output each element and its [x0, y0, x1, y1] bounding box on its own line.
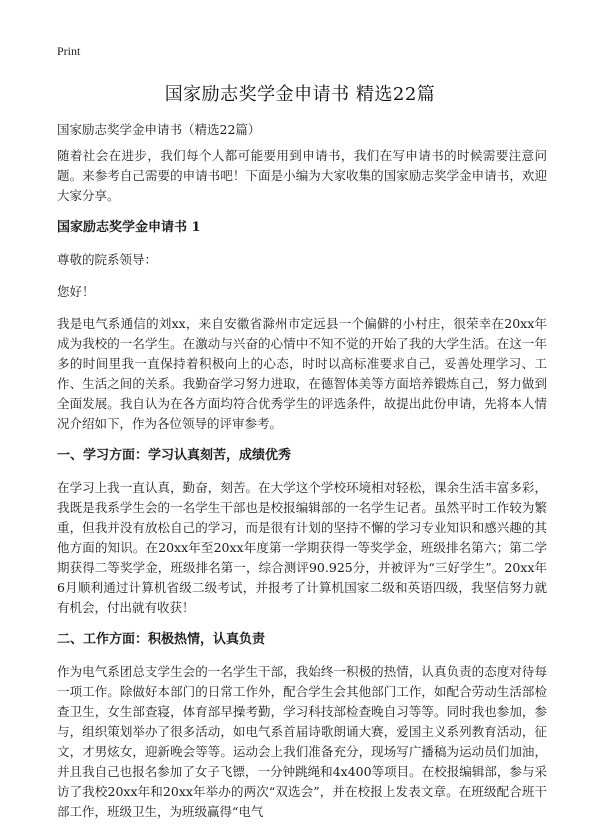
page-title: 国家励志奖学金申请书 精选22篇: [164, 84, 436, 105]
salutation: 尊敬的院系领导：: [57, 252, 158, 267]
work-paragraph: 作为电气系团总支学生会的一名学生干部，我始终一积极的热情，认真负责的态度对待每一项工作。除做好本部门的日常工作外，配合学生会其他部门工作，如配合劳动生活部检查卫生，女生部查寝，体育部早操考勤，学习科技部检查晚自习等等。同时我也参加，参与，组织策划举办了很多活动，如电气系首届诗歌朗诵大赛，爱国主义系列教育活动，征文，才男炫女，迎新晚会等等。运动会上我们准备充分，现场写广播稿为运动员们加油，并且我自己也报名参加了女子飞镖，一分钟跳绳和4x400等项目。在校报编辑部，参与采访了我校20xx年和20xx年举办的两次“双选会”，并在校报上发表文章。在班级配合班干部工作，班级卫生，为班级赢得“电气: [57, 664, 547, 819]
document-body: [57, 120, 547, 822]
self-introduction-paragraph: 我是电气系通信的刘xx，来自安徽省滁州市定远县一个偏僻的小村庄，很荣幸在20xx年成为我校的一名学生。在激动与兴奋的心情中不知不觉的开始了我的大学生活。在这一年多的时间里我一直保持着积极向上的心态，时时以高标准要求自己，妥善处理学习、工作、生活之间的关系。我勤奋学习努力进取，在德智体美等方面培养锻炼自己，努力做到全面发展。我自认为在各方面均符合优秀学生的评选条件，故提出此份申请，先将本人情况介绍如下，作为各位领导的评审参考。: [57, 316, 547, 431]
greeting: 您好！: [57, 284, 95, 299]
study-paragraph: 在学习上我一直认真，勤奋，刻苦。在大学这个学校环境相对轻松，课余生活丰富多彩，我既是我系学生会的一名学生干部也是校报编辑部的一名学生记者。虽然平时工作较为繁重，但我并没有放松自己的学习，而是很有计划的坚持不懈的学习专业知识和感兴趣的其他方面的知识。在20xx年至20xx年度第一学期获得一等奖学金，班级排名第六；第二学期获得二等奖学金，班级排名第一，综合测评90.925分，并被评为“三好学生”。20xx年6月顺利通过计算机省级二级考试，并报考了计算机国家二级和英语四级，我坚信努力就有机会，付出就有收获！: [57, 480, 547, 615]
document-subtitle: 国家励志奖学金申请书（精选22篇）: [57, 122, 261, 137]
section-heading-1: 国家励志奖学金申请书 1: [57, 220, 201, 235]
intro-paragraph: 随着社会在进步，我们每个人都可能要用到申请书，我们在写申请书的时候需要注意问题。来参考自己需要的申请书吧！下面是小编为大家收集的国家励志奖学金申请书，欢迎大家分享。: [57, 148, 547, 203]
work-heading: 二、工作方面：积极热情，认真负责: [57, 632, 266, 647]
study-heading: 一、学习方面：学习认真刻苦，成绩优秀: [57, 448, 292, 463]
print-link[interactable]: Print: [57, 44, 81, 58]
